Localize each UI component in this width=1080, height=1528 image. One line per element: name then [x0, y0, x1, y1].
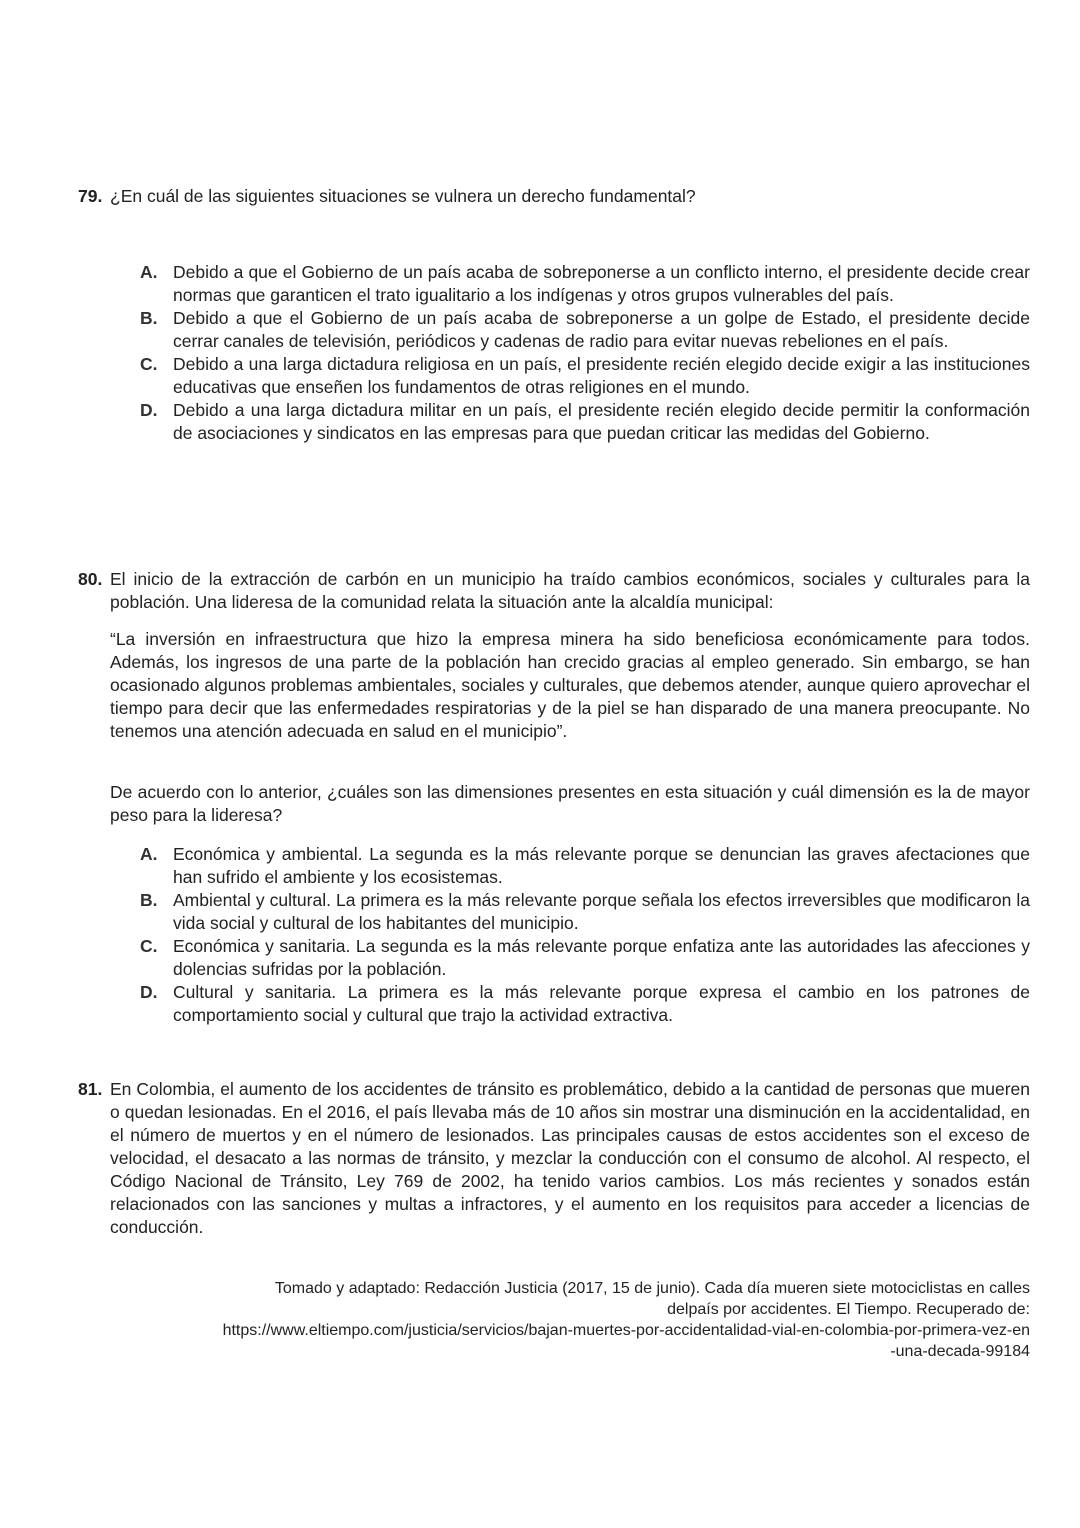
option-a	[140, 843, 1030, 889]
source-citation	[110, 1278, 1030, 1362]
option-text: Debido a que el Gobierno de un país acaba de sobreponerse a un conflicto interno, el presidente decide crear normas que garanticen el trato igualitario a los indígenas y otros grupos vulnerables del país.	[173, 262, 1030, 305]
option-letter: A.	[140, 262, 158, 282]
option-b	[140, 889, 1030, 935]
option-letter: B.	[140, 890, 158, 910]
citation-line-4: -una-decada-99184	[890, 1343, 1030, 1360]
option-text: Debido a que el Gobierno de un país acaba de sobreponerse a un golpe de Estado, el presidente decide cerrar canales de televisión, periódicos y cadenas de radio para evitar nuevas rebeliones en el país.	[173, 308, 1030, 351]
option-letter: D.	[140, 982, 158, 1002]
citation-line-1: Tomado y adaptado: Redacción Justicia (2017, 15 de junio). Cada día mueren siete motociclistas en calles	[274, 1280, 1030, 1297]
option-text: Económica y ambiental. La segunda es la más relevante porque se denuncian las graves afectaciones que han sufrido el ambiente y los ecosistemas.	[173, 844, 1030, 887]
question-79	[78, 185, 1030, 208]
option-letter: C.	[140, 354, 158, 374]
option-text: Debido a una larga dictadura religiosa en un país, el presidente recién elegido decide exigir a las instituciones educativas que enseñen los fundamentos de otras religiones en el mundo.	[173, 354, 1030, 397]
question-80-prompt: De acuerdo con lo anterior, ¿cuáles son las dimensiones presentes en esta situación y cuál dimensión es la de mayor peso para la lideresa?	[110, 782, 1030, 825]
question-80-options	[140, 843, 1030, 1027]
option-text: Ambiental y cultural. La primera es la más relevante porque señala los efectos irreversibles que modificaron la vida social y cultural de los habitantes del municipio.	[173, 890, 1030, 933]
question-intro: En Colombia, el aumento de los accidentes de tránsito es problemático, debido a la cantidad de personas que mueren o quedan lesionadas. En el 2016, el país llevaba más de 10 años sin mostrar una disminución en la accidentalidad, en el número de muertos y en el número de lesionados. Las principales causas de estos accidentes son el exceso de velocidad, el desacato a las normas de tránsito, y mezclar la conducción con el consumo de alcohol. Al respecto, el Código Nacional de Tránsito, Ley 769 de 2002, ha tenido varios cambios. Los más recientes y sonados están relacionados con las sanciones y multas a infractores, y el aumento en los requisitos para acceder a licencias de conducción.	[110, 1079, 1030, 1237]
option-text: Debido a una larga dictadura militar en un país, el presidente recién elegido decide permitir la conformación de asociaciones y sindicatos en las empresas para que puedan criticar las medidas del Gobierno.	[173, 400, 1030, 443]
question-prompt: ¿En cuál de las siguientes situaciones se vulnera un derecho fundamental?	[110, 186, 696, 206]
option-letter: C.	[140, 936, 158, 956]
option-d	[140, 399, 1030, 445]
question-number: 79.	[78, 186, 103, 206]
citation-line-3: https://www.eltiempo.com/justicia/servicios/bajan-muertes-por-accidentalidad-vial-en-colombia-por-primera-vez-en	[222, 1322, 1030, 1339]
option-letter: A.	[140, 844, 158, 864]
option-text: Económica y sanitaria. La segunda es la más relevante porque enfatiza ante las autoridades las afecciones y dolencias sufridas por la población.	[173, 936, 1030, 979]
option-b	[140, 307, 1030, 353]
option-a	[140, 261, 1030, 307]
question-80-quote: “La inversión en infraestructura que hizo la empresa minera ha sido beneficiosa económicamente para todos. Además, los ingresos de una parte de la población han crecido gracias al empleo generado. Sin embargo, se han ocasionado algunos problemas ambientales, sociales y culturales, que debemos atender, aunque quiero aprovechar el tiempo para decir que las enfermedades respiratorias y de la piel se han disparado de una manera preocupante. No tenemos una atención adecuada en salud en el municipio”.	[110, 629, 1030, 741]
option-letter: B.	[140, 308, 158, 328]
question-79-options	[140, 261, 1030, 445]
option-text: Cultural y sanitaria. La primera es la más relevante porque expresa el cambio en los patrones de comportamiento social y cultural que trajo la actividad extractiva.	[173, 982, 1030, 1025]
citation-line-2: delpaís por accidentes. El Tiempo. Recuperado de:	[667, 1301, 1030, 1318]
option-letter: D.	[140, 400, 158, 420]
question-80	[78, 568, 1030, 614]
option-c	[140, 935, 1030, 981]
option-c	[140, 353, 1030, 399]
option-d	[140, 981, 1030, 1027]
question-number: 81.	[78, 1079, 103, 1099]
question-81	[78, 1078, 1030, 1239]
question-number: 80.	[78, 569, 103, 589]
question-intro: El inicio de la extracción de carbón en un municipio ha traído cambios económicos, sociales y culturales para la población. Una lideresa de la comunidad relata la situación ante la alcaldía municipal:	[110, 569, 1030, 612]
